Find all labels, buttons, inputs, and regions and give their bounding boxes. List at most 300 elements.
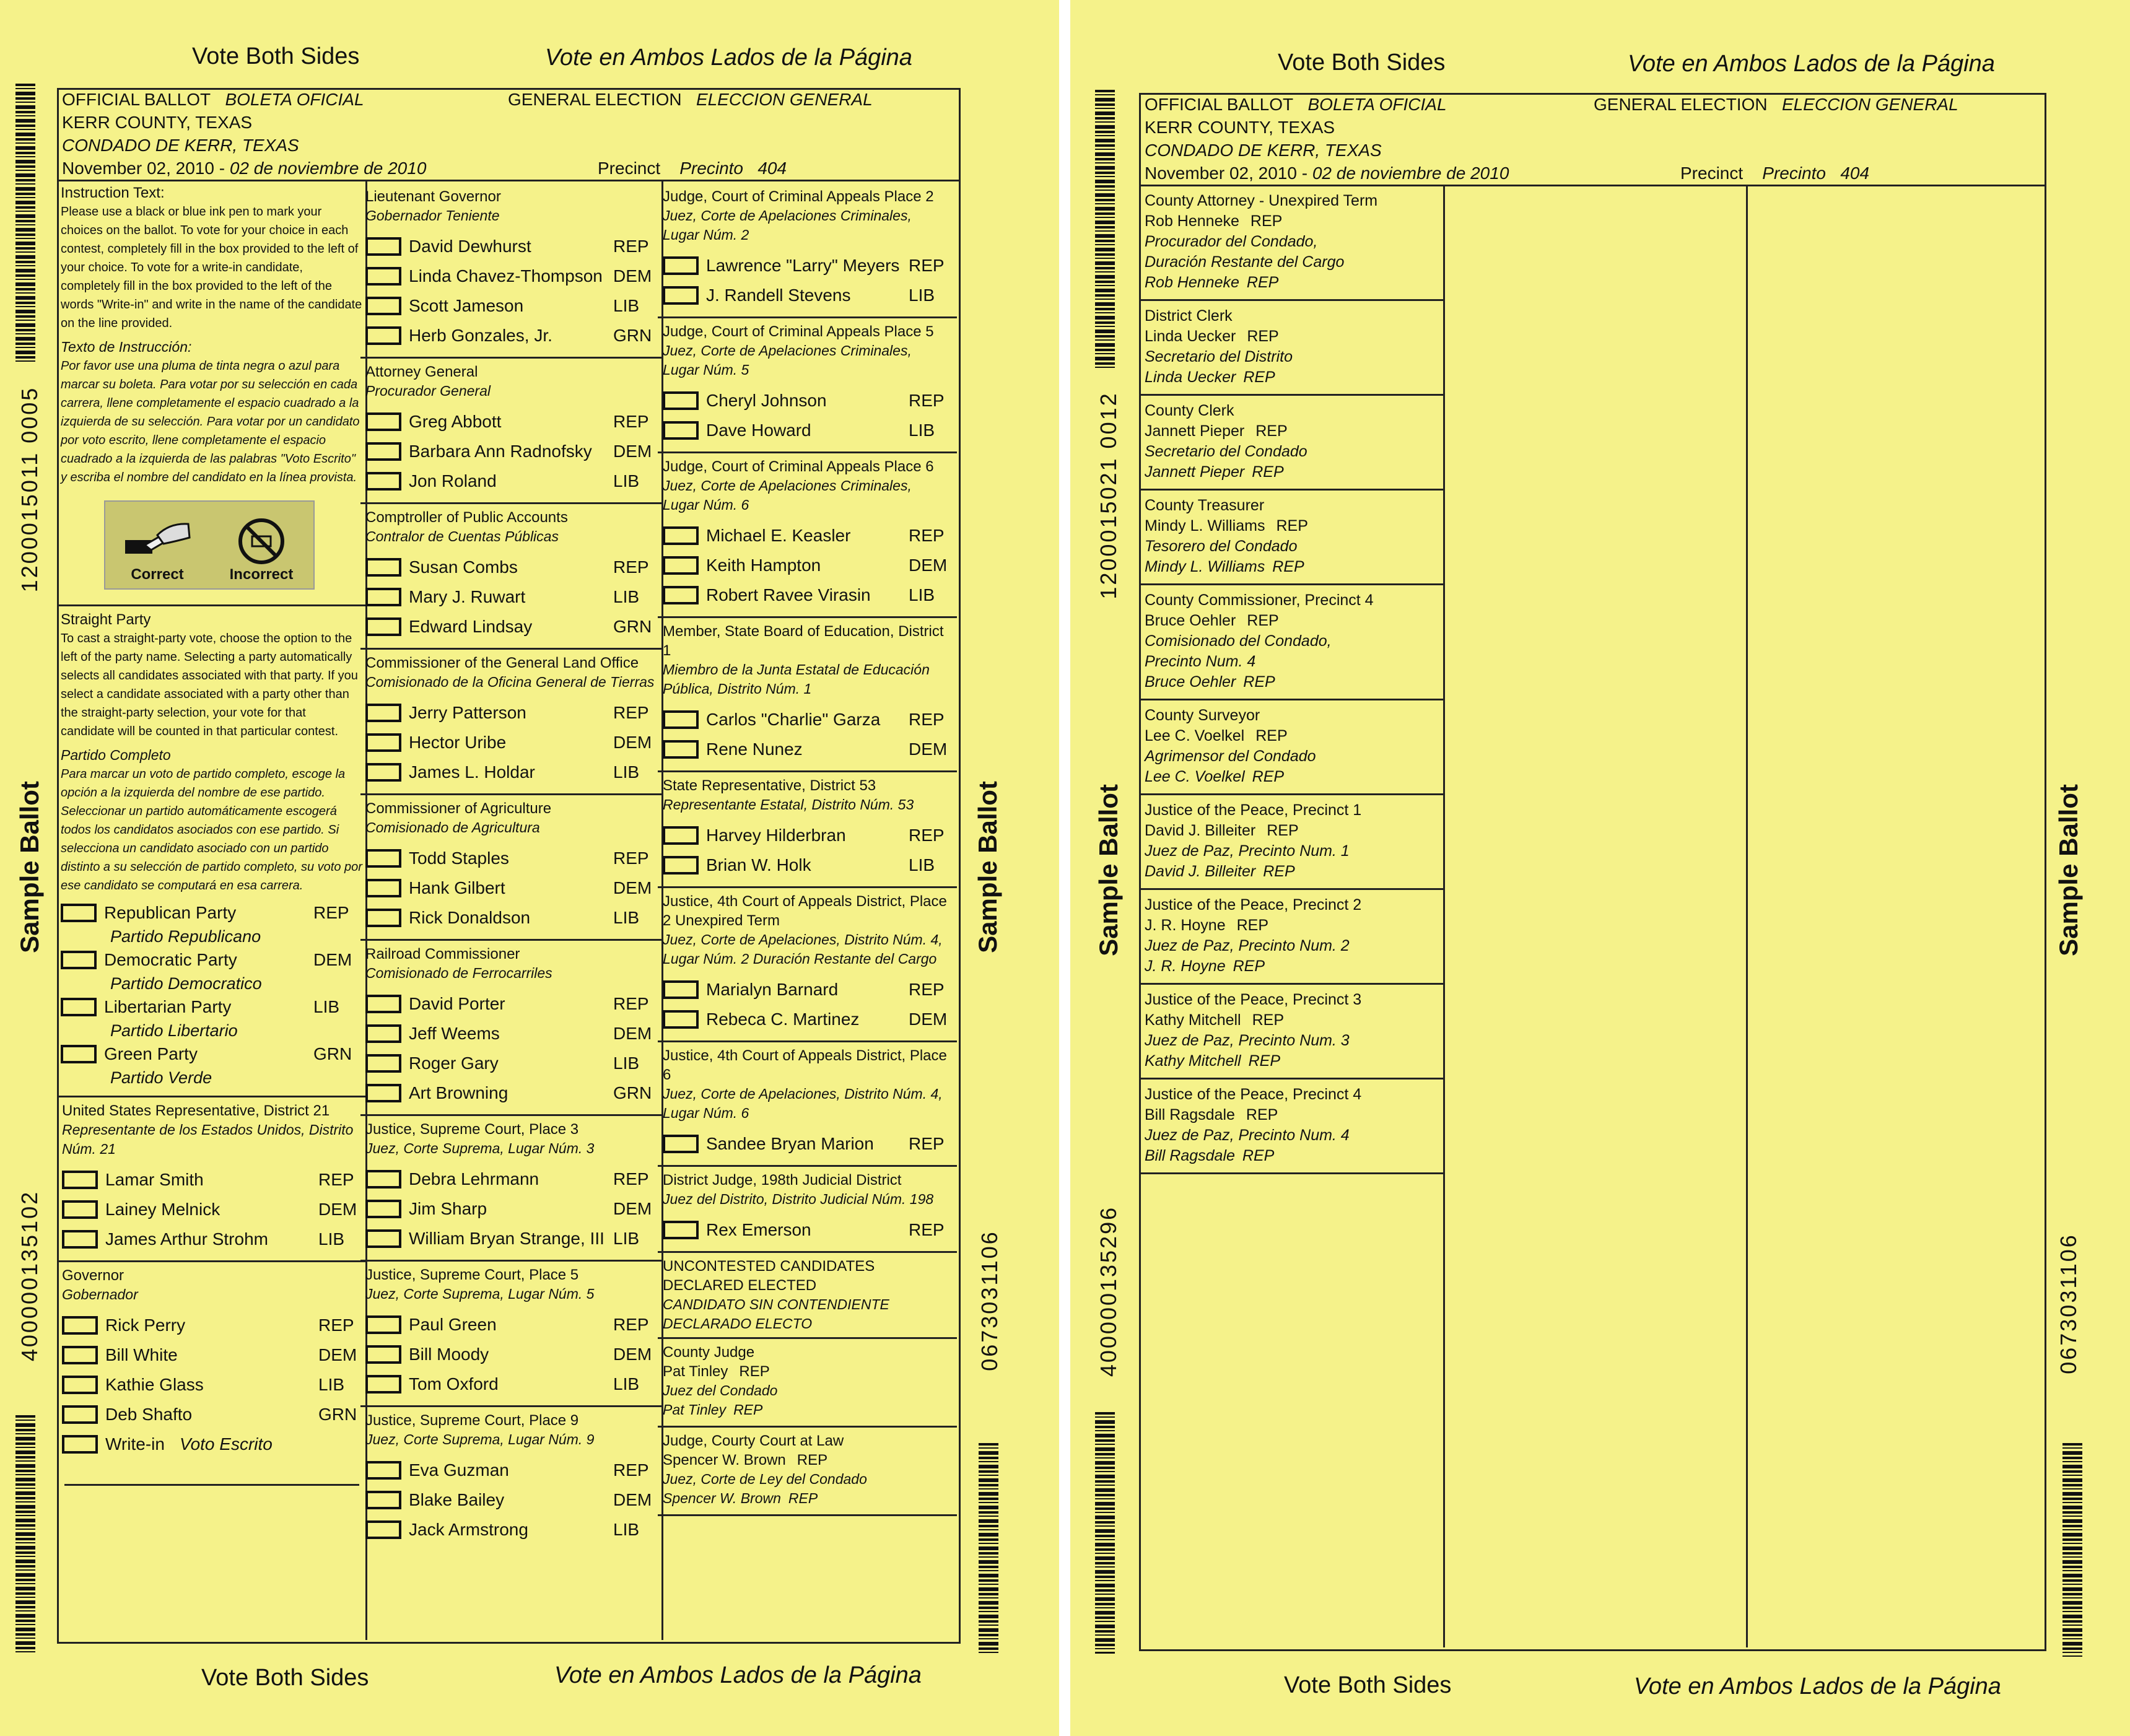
contest bbox=[658, 183, 957, 316]
vote-oval[interactable] bbox=[365, 995, 401, 1013]
incorrect-example bbox=[209, 502, 313, 588]
candidate-option[interactable] bbox=[365, 437, 657, 466]
back-candidate-name: Bruce Oehler bbox=[1145, 612, 1236, 629]
back-candidate-es bbox=[1145, 861, 1438, 882]
candidate-party: GRN bbox=[613, 326, 652, 345]
candidate-name: Paul Green bbox=[409, 1315, 497, 1334]
back-office: Justice of the Peace, Precinct 3 bbox=[1145, 991, 1362, 1008]
candidate-party: LIB bbox=[909, 585, 935, 604]
back-candidate-name-es: Rob Henneke bbox=[1145, 274, 1239, 291]
back-candidate-es bbox=[1145, 462, 1438, 482]
back-office: Justice of the Peace, Precinct 2 bbox=[1145, 896, 1362, 914]
candidate-name: Keith Hampton bbox=[706, 556, 821, 575]
vote-oval[interactable] bbox=[663, 586, 699, 604]
candidate-option[interactable] bbox=[365, 1224, 657, 1254]
back-candidate-es bbox=[1145, 1146, 1438, 1166]
vote-oval[interactable] bbox=[365, 1491, 401, 1509]
candidate-party: LIB bbox=[613, 1053, 640, 1073]
candidate-name: James Arthur Strohm bbox=[105, 1229, 268, 1249]
candidate-party: REP bbox=[909, 980, 945, 999]
back-candidate-es bbox=[1145, 672, 1438, 692]
candidate-list bbox=[663, 1215, 952, 1245]
instructions-title-es: Texto de Instrucción: bbox=[61, 339, 192, 355]
candidate-option[interactable] bbox=[365, 989, 657, 1019]
back-candidate-party-es: REP bbox=[1243, 673, 1275, 691]
candidate-option[interactable] bbox=[62, 1165, 362, 1195]
vote-oval[interactable] bbox=[365, 442, 401, 461]
vote-oval[interactable] bbox=[61, 951, 97, 969]
back-candidate-party: REP bbox=[1247, 328, 1279, 345]
party-name-es: Partido Verde bbox=[110, 1068, 212, 1087]
candidate-party: REP bbox=[613, 703, 649, 722]
straight-party-option[interactable] bbox=[61, 1042, 363, 1066]
candidate-option[interactable] bbox=[365, 873, 657, 903]
vote-oval[interactable] bbox=[62, 1346, 98, 1364]
candidate-option[interactable] bbox=[365, 903, 657, 933]
back-candidate-name-es: Linda Uecker bbox=[1145, 369, 1236, 386]
candidate-option[interactable] bbox=[365, 466, 657, 496]
side-label-sample-ballot-right: Sample Ballot bbox=[973, 781, 1002, 953]
candidate-name: James L. Holdar bbox=[409, 762, 535, 782]
candidate-party: DEM bbox=[613, 442, 652, 461]
back-office: District Clerk bbox=[1145, 307, 1233, 325]
vote-oval[interactable] bbox=[365, 763, 401, 782]
vote-oval[interactable] bbox=[62, 1376, 98, 1394]
vote-oval[interactable] bbox=[663, 980, 699, 999]
candidate-option[interactable] bbox=[663, 1129, 952, 1159]
mark-example bbox=[104, 500, 315, 590]
vote-oval[interactable] bbox=[663, 826, 699, 845]
side-number-right-bottom: 0673031106 bbox=[977, 1230, 1002, 1371]
back-candidate-party: REP bbox=[1255, 422, 1288, 440]
vote-oval[interactable] bbox=[365, 909, 401, 927]
side-number-right-bottom-back: 0673031106 bbox=[2056, 1233, 2081, 1374]
vote-oval[interactable] bbox=[365, 412, 401, 431]
candidate-list bbox=[365, 989, 657, 1108]
vote-oval[interactable] bbox=[365, 1315, 401, 1334]
contest-title: Commissioner of Agriculture bbox=[365, 800, 552, 817]
candidate-option[interactable] bbox=[62, 1311, 362, 1340]
candidate-list bbox=[663, 251, 952, 310]
side-label-sample-ballot-right-back: Sample Ballot bbox=[2054, 784, 2083, 956]
candidate-option[interactable] bbox=[365, 1078, 657, 1108]
contest bbox=[360, 648, 661, 793]
candidate-party: GRN bbox=[613, 1083, 652, 1102]
back-candidate-name: Rob Henneke bbox=[1145, 212, 1239, 230]
candidate-option[interactable] bbox=[365, 552, 657, 582]
candidate-list bbox=[62, 1165, 362, 1254]
candidate-party: REP bbox=[613, 848, 649, 868]
header-county-es-back: CONDADO DE KERR, TEXAS bbox=[1145, 141, 1382, 160]
vote-oval[interactable] bbox=[663, 856, 699, 875]
vote-oval[interactable] bbox=[365, 1200, 401, 1218]
candidate-party: REP bbox=[909, 826, 945, 845]
vote-oval[interactable] bbox=[62, 1230, 98, 1249]
candidate-party: DEM bbox=[613, 1490, 652, 1509]
vote-both-sides-bottom-back: Vote Both Sides bbox=[1284, 1672, 1452, 1698]
back-candidate-party: REP bbox=[1250, 212, 1283, 230]
candidate-option[interactable] bbox=[365, 612, 657, 642]
vote-oval[interactable] bbox=[663, 391, 699, 410]
header-divider bbox=[57, 180, 961, 181]
candidate-name: Hector Uribe bbox=[409, 733, 507, 752]
uncontested-name: Spencer W. Brown bbox=[663, 1452, 786, 1468]
vote-oval[interactable] bbox=[62, 1405, 98, 1424]
candidate-party: LIB bbox=[318, 1375, 345, 1394]
vote-oval[interactable] bbox=[365, 1229, 401, 1248]
vote-oval[interactable] bbox=[663, 256, 699, 275]
candidate-party: LIB bbox=[613, 471, 640, 491]
back-candidate-es bbox=[1145, 367, 1438, 388]
vote-oval[interactable] bbox=[365, 1345, 401, 1364]
vote-oval[interactable] bbox=[365, 588, 401, 606]
vote-oval[interactable] bbox=[663, 526, 699, 545]
candidate-name: Rex Emerson bbox=[706, 1220, 811, 1239]
candidate-name: Roger Gary bbox=[409, 1053, 499, 1073]
candidate-party: GRN bbox=[318, 1405, 357, 1424]
vote-oval[interactable] bbox=[61, 1045, 97, 1063]
contest-subtitle: Juez, Corte de Apelaciones Criminales, Lugar Núm. 2 bbox=[663, 207, 912, 243]
candidate-option[interactable] bbox=[62, 1195, 362, 1224]
vote-oval[interactable] bbox=[365, 472, 401, 491]
candidate-option[interactable] bbox=[365, 1485, 657, 1515]
back-candidate-party: REP bbox=[1236, 917, 1269, 934]
candidate-list bbox=[663, 975, 952, 1034]
candidate-option[interactable] bbox=[663, 551, 952, 580]
candidate-party: REP bbox=[613, 1169, 649, 1189]
side-number-left-bottom-back: 400000135296 bbox=[1096, 1205, 1121, 1377]
candidate-option[interactable] bbox=[365, 291, 657, 321]
write-in-option[interactable] bbox=[62, 1429, 362, 1459]
write-in-text-es: Voto Escrito bbox=[179, 1434, 273, 1454]
contest-subtitle: Procurador General bbox=[365, 383, 491, 399]
back-office-es: Juez de Paz, Precinto Num. 1 bbox=[1145, 842, 1350, 860]
uncontested-party: REP bbox=[797, 1452, 828, 1468]
write-in-label bbox=[105, 1434, 362, 1454]
candidate-name: Lawrence "Larry" Meyers bbox=[706, 256, 900, 275]
contest-title: Attorney General bbox=[365, 364, 478, 380]
candidate-name: Rick Donaldson bbox=[409, 908, 531, 927]
back-office-es: Juez de Paz, Precinto Num. 2 bbox=[1145, 937, 1350, 954]
vote-both-sides-bottom: Vote Both Sides bbox=[201, 1665, 369, 1691]
candidate-option[interactable] bbox=[663, 281, 952, 310]
straight-party-option[interactable] bbox=[61, 948, 363, 972]
back-candidate bbox=[1145, 421, 1438, 442]
candidate-name: Michael E. Keasler bbox=[706, 526, 851, 545]
vote-oval[interactable] bbox=[365, 1520, 401, 1539]
vote-oval[interactable] bbox=[663, 556, 699, 575]
candidate-name: Mary J. Ruwart bbox=[409, 587, 526, 606]
vote-oval[interactable] bbox=[62, 1316, 98, 1335]
contest bbox=[658, 616, 957, 770]
back-contest bbox=[1140, 491, 1443, 585]
vote-oval[interactable] bbox=[61, 998, 97, 1016]
vote-oval[interactable] bbox=[365, 558, 401, 577]
candidate-name: Rebeca C. Martinez bbox=[706, 1010, 860, 1029]
candidate-option[interactable] bbox=[365, 407, 657, 437]
back-candidate-name-es: Bill Ragsdale bbox=[1145, 1147, 1235, 1164]
vote-oval[interactable] bbox=[365, 879, 401, 897]
candidate-party: LIB bbox=[613, 587, 640, 606]
barcode-left-top-back bbox=[1095, 90, 1115, 369]
vote-oval[interactable] bbox=[365, 849, 401, 868]
candidate-party: DEM bbox=[613, 1345, 652, 1364]
candidate-party: REP bbox=[909, 391, 945, 410]
party-list bbox=[61, 901, 363, 1096]
candidate-party: DEM bbox=[613, 733, 652, 752]
header-election: GENERAL ELECTION ELECCION GENERAL bbox=[508, 90, 873, 109]
barcode-left-bottom bbox=[15, 1415, 35, 1654]
candidate-list bbox=[663, 705, 952, 764]
candidate-name: Art Browning bbox=[409, 1083, 508, 1102]
candidate-option[interactable] bbox=[663, 821, 952, 850]
back-office: County Clerk bbox=[1145, 402, 1234, 419]
candidate-party: REP bbox=[909, 1220, 945, 1239]
front-column-1 bbox=[61, 183, 363, 1486]
back-candidate-party-es: REP bbox=[1252, 463, 1284, 481]
contest bbox=[658, 316, 957, 451]
candidate-option[interactable] bbox=[62, 1400, 362, 1429]
uncontested-party: REP bbox=[739, 1363, 770, 1380]
uncontested-office-es: Juez, Corte de Ley del Condado bbox=[663, 1471, 867, 1487]
uncontested-name-es: Spencer W. Brown bbox=[663, 1490, 781, 1506]
back-office-es-2: Duración Restante del Cargo bbox=[1145, 253, 1345, 271]
candidate-option[interactable] bbox=[365, 1049, 657, 1078]
correct-example bbox=[105, 502, 209, 588]
back-candidate-name: Linda Uecker bbox=[1145, 328, 1236, 345]
party-code: REP bbox=[313, 903, 349, 922]
front-column-3 bbox=[658, 183, 957, 1516]
vote-oval[interactable] bbox=[365, 237, 401, 256]
contest-title: United States Representative, District 21 bbox=[62, 1102, 330, 1119]
uncontested-candidate bbox=[663, 1362, 952, 1381]
contest bbox=[360, 357, 661, 502]
candidate-option[interactable] bbox=[365, 1164, 657, 1194]
column-3-end-rule bbox=[658, 1514, 957, 1516]
contest bbox=[658, 1040, 957, 1165]
vote-oval[interactable] bbox=[663, 421, 699, 440]
instructions-text-es: Por favor use una pluma de tinta negra o azul para marcar su boleta. Para votar por su selección en cada carrera, llene completamente el espacio cuadrado a la izquierda de su selección. Para votar por un candidato por voto escrito, llene completamente el espacio cuadrado a la izquierda de las palabras "Voto Escrito" y escriba el nombre del candidato en la línea provista. bbox=[61, 359, 360, 484]
candidate-option[interactable] bbox=[62, 1340, 362, 1370]
straight-party-option[interactable] bbox=[61, 901, 363, 925]
candidate-name: Blake Bailey bbox=[409, 1490, 505, 1509]
candidate-name: Bill Moody bbox=[409, 1345, 489, 1364]
candidate-name: Susan Combs bbox=[409, 557, 518, 577]
candidate-option[interactable] bbox=[663, 735, 952, 764]
candidate-option[interactable] bbox=[365, 1194, 657, 1224]
contest bbox=[658, 451, 957, 616]
vote-oval[interactable] bbox=[663, 1010, 699, 1029]
back-candidate-name-es: Jannett Pieper bbox=[1145, 463, 1245, 481]
candidate-option[interactable] bbox=[663, 251, 952, 281]
vote-oval[interactable] bbox=[663, 1221, 699, 1239]
vote-oval[interactable] bbox=[365, 267, 401, 286]
uncontested-item bbox=[658, 1426, 957, 1514]
back-contest bbox=[1140, 301, 1443, 396]
candidate-party: REP bbox=[613, 412, 649, 431]
pen-filling-box-icon bbox=[120, 517, 194, 566]
back-office-es: Agrimensor del Condado bbox=[1145, 748, 1316, 765]
contest-subtitle: Juez, Corte Suprema, Lugar Núm. 5 bbox=[365, 1286, 595, 1302]
straight-party-section bbox=[57, 604, 367, 1096]
candidate-option[interactable] bbox=[663, 580, 952, 610]
barcode-right-bottom bbox=[979, 1443, 998, 1654]
back-office-es: Juez de Paz, Precinto Num. 3 bbox=[1145, 1032, 1350, 1049]
back-candidate-party: REP bbox=[1276, 517, 1308, 534]
write-in-line[interactable] bbox=[64, 1484, 359, 1486]
back-candidate-party-es: REP bbox=[1242, 1147, 1275, 1164]
vote-oval[interactable] bbox=[663, 740, 699, 759]
candidate-option[interactable] bbox=[365, 1515, 657, 1545]
candidate-name: Jerry Patterson bbox=[409, 703, 526, 722]
back-candidate-party-es: REP bbox=[1272, 558, 1304, 575]
candidate-party: GRN bbox=[613, 617, 652, 636]
back-office: County Surveyor bbox=[1145, 707, 1260, 724]
contest bbox=[57, 1096, 367, 1260]
back-office-es: Secretario del Condado bbox=[1145, 443, 1307, 460]
front-column-1-contests bbox=[61, 1096, 363, 1465]
vote-oval[interactable] bbox=[61, 904, 97, 922]
back-office-es: Secretario del Distrito bbox=[1145, 348, 1293, 365]
instructions-text: Please use a black or blue ink pen to mark your choices on the ballot. To vote for your choice in each contest, completely fill in the box provided to the left of your choice. To vote for a write-in candidate, completely fill in the box provided to the left of the words "Write-in" and write in the name of the candidate on the line provided. bbox=[61, 205, 362, 330]
contest-title: Governor bbox=[62, 1267, 124, 1284]
candidate-name: Jack Armstrong bbox=[409, 1520, 528, 1539]
contest-title: Comptroller of Public Accounts bbox=[365, 509, 568, 526]
correct-label: Correct bbox=[131, 566, 184, 583]
candidate-option[interactable] bbox=[365, 728, 657, 757]
candidate-option[interactable] bbox=[365, 1369, 657, 1399]
candidate-name: Dave Howard bbox=[706, 421, 811, 440]
header-official-back: OFFICIAL BALLOT BOLETA OFICIAL bbox=[1145, 95, 1447, 114]
candidate-option[interactable] bbox=[663, 1005, 952, 1034]
vote-oval[interactable] bbox=[663, 1135, 699, 1153]
vote-oval[interactable] bbox=[62, 1171, 98, 1189]
straight-party-text: To cast a straight-party vote, choose the option to the left of the party name. Selecting a party automatically selects all candidates associated with that party. If you select a candidate associated with a party other than the straight-party selection, your vote for that candidate will be counted in that particular contest. bbox=[61, 632, 358, 738]
contest-title: Commissioner of the General Land Office bbox=[365, 655, 639, 671]
candidate-option[interactable] bbox=[62, 1224, 362, 1254]
contest-subtitle: Comisionado de Agricultura bbox=[365, 819, 540, 835]
incorrect-label: Incorrect bbox=[229, 566, 294, 583]
back-candidate-party-es: REP bbox=[1233, 957, 1265, 975]
back-candidate-name-es: Bruce Oehler bbox=[1145, 673, 1236, 691]
candidate-option[interactable] bbox=[663, 1215, 952, 1245]
back-candidate-es bbox=[1145, 956, 1438, 977]
vote-oval[interactable] bbox=[663, 710, 699, 729]
side-number-left-top-back: 1200015021 0012 bbox=[1096, 391, 1121, 600]
barcode-left-bottom-back bbox=[1095, 1412, 1115, 1654]
contest bbox=[658, 1165, 957, 1251]
header-county-back: KERR COUNTY, TEXAS bbox=[1145, 118, 1335, 137]
prohibited-mark-icon bbox=[234, 517, 289, 566]
candidate-option[interactable] bbox=[663, 386, 952, 416]
back-candidate bbox=[1145, 726, 1438, 746]
candidate-option[interactable] bbox=[365, 1019, 657, 1049]
header-official: OFFICIAL BALLOT BOLETA OFICIAL bbox=[62, 90, 364, 109]
contest-subtitle: Juez, Corte de Apelaciones, Distrito Núm. 4, Lugar Núm. 2 Duración Restante del Cargo bbox=[663, 931, 943, 967]
candidate-name: Hank Gilbert bbox=[409, 878, 505, 897]
candidate-party: REP bbox=[318, 1170, 354, 1189]
candidate-option[interactable] bbox=[365, 1310, 657, 1340]
party-code: DEM bbox=[313, 950, 352, 969]
vote-oval[interactable] bbox=[62, 1200, 98, 1219]
candidate-option[interactable] bbox=[365, 1455, 657, 1485]
contest bbox=[360, 793, 661, 939]
candidate-party: LIB bbox=[613, 296, 640, 315]
candidate-option[interactable] bbox=[663, 521, 952, 551]
candidate-option[interactable] bbox=[663, 705, 952, 735]
candidate-option[interactable] bbox=[663, 850, 952, 880]
header-precinct-back: Precinct Precinto 404 bbox=[1680, 164, 1870, 183]
back-candidate-party-es: REP bbox=[1243, 369, 1275, 386]
candidate-option[interactable] bbox=[663, 975, 952, 1005]
uncontested-name-es: Pat Tinley bbox=[663, 1402, 727, 1418]
back-candidate bbox=[1145, 326, 1438, 347]
contest-title: Judge, Court of Criminal Appeals Place 6 bbox=[663, 458, 934, 475]
vote-oval[interactable] bbox=[365, 733, 401, 752]
vote-oval[interactable] bbox=[365, 617, 401, 636]
candidate-option[interactable] bbox=[365, 582, 657, 612]
candidate-list bbox=[663, 821, 952, 880]
candidate-option[interactable] bbox=[365, 757, 657, 787]
candidate-option[interactable] bbox=[365, 261, 657, 291]
candidate-party: LIB bbox=[613, 908, 640, 927]
candidate-option[interactable] bbox=[663, 416, 952, 445]
candidate-option[interactable] bbox=[62, 1370, 362, 1400]
vote-oval[interactable] bbox=[365, 1170, 401, 1189]
vote-oval[interactable] bbox=[365, 1375, 401, 1394]
candidate-option[interactable] bbox=[365, 844, 657, 873]
back-candidate-name: Kathy Mitchell bbox=[1145, 1011, 1241, 1029]
candidate-list bbox=[663, 521, 952, 610]
uncontested-candidate bbox=[663, 1450, 952, 1470]
contest-subtitle: Miembro de la Junta Estatal de Educación Pública, Distrito Núm. 1 bbox=[663, 661, 930, 697]
candidate-name: Lainey Melnick bbox=[105, 1200, 220, 1219]
vote-oval[interactable] bbox=[365, 1054, 401, 1073]
vote-oval[interactable] bbox=[365, 1084, 401, 1102]
candidate-name: Carlos "Charlie" Garza bbox=[706, 710, 881, 729]
vote-oval[interactable] bbox=[365, 326, 401, 345]
candidate-name: Rene Nunez bbox=[706, 739, 803, 759]
candidate-name: Jon Roland bbox=[409, 471, 497, 491]
candidate-option[interactable] bbox=[365, 1340, 657, 1369]
vote-oval[interactable] bbox=[62, 1435, 98, 1454]
party-name: Democratic Party bbox=[104, 950, 237, 969]
vote-oval[interactable] bbox=[365, 297, 401, 315]
vote-oval[interactable] bbox=[365, 704, 401, 722]
back-office-es: Procurador del Condado, bbox=[1145, 233, 1318, 250]
party-name-es: Partido Republicano bbox=[110, 927, 261, 946]
back-candidate-es bbox=[1145, 1051, 1438, 1071]
candidate-option[interactable] bbox=[365, 232, 657, 261]
vote-oval[interactable] bbox=[365, 1461, 401, 1480]
candidate-list bbox=[365, 552, 657, 642]
vote-both-sides-top: Vote Both Sides bbox=[192, 43, 360, 69]
candidate-option[interactable] bbox=[365, 698, 657, 728]
contest-subtitle: Gobernador bbox=[62, 1286, 138, 1302]
vote-oval[interactable] bbox=[663, 286, 699, 305]
straight-party-title: Straight Party bbox=[61, 611, 151, 628]
straight-party-option[interactable] bbox=[61, 995, 363, 1019]
vote-oval[interactable] bbox=[365, 1024, 401, 1043]
candidate-option[interactable] bbox=[365, 321, 657, 351]
uncontested-party-es: REP bbox=[733, 1402, 763, 1418]
candidate-list bbox=[365, 1455, 657, 1545]
header-county: KERR COUNTY, TEXAS bbox=[62, 113, 253, 132]
back-candidate-party: REP bbox=[1252, 1011, 1285, 1029]
uncontested-office-es: Juez del Condado bbox=[663, 1382, 778, 1398]
uncontested-title: UNCONTESTED CANDIDATES DECLARED ELECTED bbox=[663, 1258, 875, 1294]
candidate-name: Bill White bbox=[105, 1345, 178, 1364]
